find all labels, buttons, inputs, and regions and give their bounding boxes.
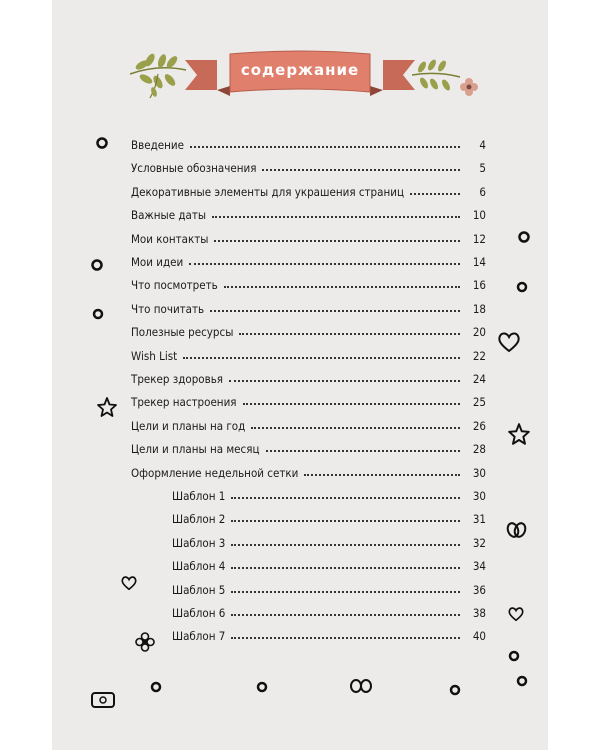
toc-entry-label: Шаблон 3 (172, 535, 226, 550)
toc-entry-label: Введение (131, 138, 184, 152)
toc-entry-label: Wish List (131, 348, 178, 363)
toc-page-number: 20 (472, 325, 486, 340)
toc-row (131, 132, 486, 152)
toc-leader-dots (304, 474, 460, 476)
toc-leader-dots (229, 380, 460, 382)
toc-leader-dots (231, 591, 460, 593)
toc-leader-dots (231, 614, 460, 616)
circle-doodle-icon (149, 680, 163, 694)
toc-row (131, 296, 486, 316)
heart-doodle-icon (120, 574, 138, 592)
toc-page-number: 24 (472, 372, 486, 386)
toc-page-number: 4 (479, 138, 486, 152)
toc-entry-label: Шаблон 2 (172, 512, 226, 527)
toc-page-number: 6 (479, 184, 486, 199)
toc-page-number: 5 (479, 161, 486, 176)
toc-entry-label: Шаблон 5 (172, 582, 226, 597)
toc-row (131, 366, 486, 386)
toc-entry-label: Условные обозначения (131, 161, 257, 176)
toc-entry-label: Трекер здоровья (131, 372, 224, 386)
toc-row (131, 343, 486, 363)
toc-page-number: 30 (472, 489, 486, 503)
star-doodle-icon (96, 396, 118, 418)
toc-leader-dots (410, 193, 460, 195)
toc-page-number: 10 (472, 208, 486, 223)
toc-page-number: 32 (472, 535, 486, 550)
toc-leader-dots (231, 520, 460, 522)
toc-page-number: 16 (472, 278, 486, 293)
toc-entry-label: Шаблон 7 (172, 629, 226, 644)
page-title: содержание (240, 61, 360, 79)
toc-entry-label: Оформление недельной сетки (131, 465, 299, 480)
toc-leader-dots (189, 263, 460, 265)
toc-entry-label: Что почитать (131, 301, 205, 316)
toc-entry-label: Важные даты (131, 208, 207, 223)
toc-row (131, 202, 486, 222)
toc-entry-label: Цели и планы на месяц (131, 442, 260, 457)
toc-leader-dots (214, 240, 460, 242)
toc-leader-dots (231, 567, 460, 569)
toc-leader-dots (231, 637, 460, 639)
toc-page-number: 18 (472, 301, 486, 316)
toc-row (131, 179, 486, 199)
toc-leader-dots (262, 169, 460, 171)
toc-row (131, 155, 486, 175)
toc-page-number: 26 (472, 418, 486, 433)
circle-doodle-icon (255, 680, 269, 694)
toc-entry-label: Шаблон 4 (172, 559, 226, 574)
toc-leader-dots (212, 216, 460, 218)
toc-row (172, 600, 486, 620)
toc-entry-label: Полезные ресурсы (131, 325, 234, 340)
toc-entry-label: Шаблон 6 (172, 606, 226, 620)
toc-leader-dots (239, 333, 460, 335)
circle-doodle-icon (95, 136, 109, 150)
toc-row (131, 436, 486, 456)
toc-page-number: 22 (472, 348, 486, 363)
toc-row (131, 249, 486, 269)
toc-entry-label: Цели и планы на год (131, 418, 246, 433)
circle-doodle-icon (507, 649, 521, 663)
toc-entry-label: Шаблон 1 (172, 489, 226, 503)
toc-leader-dots (231, 544, 460, 546)
toc-row (131, 226, 486, 246)
coffee-bean-icon (504, 518, 528, 542)
toc-page-number: 31 (472, 512, 486, 527)
toc-row (172, 530, 486, 550)
toc-row (172, 483, 486, 503)
toc-row (131, 389, 486, 409)
toc-page-number: 14 (472, 255, 486, 269)
toc-page-number: 38 (472, 606, 486, 620)
leaf-branch-left-icon (128, 52, 188, 102)
toc-row (172, 577, 486, 597)
toc-leader-dots (190, 146, 460, 148)
toc-entry-label: Трекер настроения (131, 395, 237, 410)
toc-row (172, 553, 486, 573)
toc-row (131, 413, 486, 433)
heart-doodle-icon (507, 605, 525, 623)
toc-entry-label: Что посмотреть (131, 278, 218, 293)
toc-row (131, 319, 486, 339)
toc-row (131, 272, 486, 292)
toc-leader-dots (243, 403, 460, 405)
toc-page-number: 30 (472, 465, 486, 480)
circle-doodle-icon (448, 683, 462, 697)
toc-row (172, 506, 486, 526)
coffee-bean-icon (349, 676, 373, 696)
star-doodle-icon (507, 422, 531, 446)
toc-entry-label: Мои контакты (131, 231, 209, 246)
toc-page-number: 25 (472, 395, 486, 410)
toc-leader-dots (210, 310, 460, 312)
toc-leader-dots (231, 497, 460, 499)
circle-doodle-icon (515, 674, 529, 688)
flower-icon (458, 76, 480, 98)
toc-leader-dots (224, 286, 460, 288)
toc-leader-dots (266, 450, 461, 452)
toc-leader-dots (183, 357, 460, 359)
toc-page-number: 40 (472, 629, 486, 644)
toc-page-number: 36 (472, 582, 486, 597)
toc-entry-label: Декоративные элементы для украшения страниц (131, 184, 404, 199)
toc-page-number: 28 (472, 442, 486, 457)
circle-doodle-icon (91, 307, 105, 321)
circle-doodle-icon (517, 230, 531, 244)
leaf-branch-right-icon (412, 55, 462, 95)
toc-row (131, 460, 486, 480)
circle-doodle-icon (515, 280, 529, 294)
toc-leader-dots (251, 427, 460, 429)
heart-doodle-icon (496, 330, 522, 354)
toc-entry-label: Мои идеи (131, 255, 184, 269)
toc-row (172, 623, 486, 643)
circle-doodle-icon (90, 258, 104, 272)
flower-doodle-icon (134, 631, 156, 653)
toc-page-number: 34 (472, 559, 486, 574)
ticket-doodle-icon (90, 690, 116, 710)
toc-page-number: 12 (472, 231, 486, 246)
